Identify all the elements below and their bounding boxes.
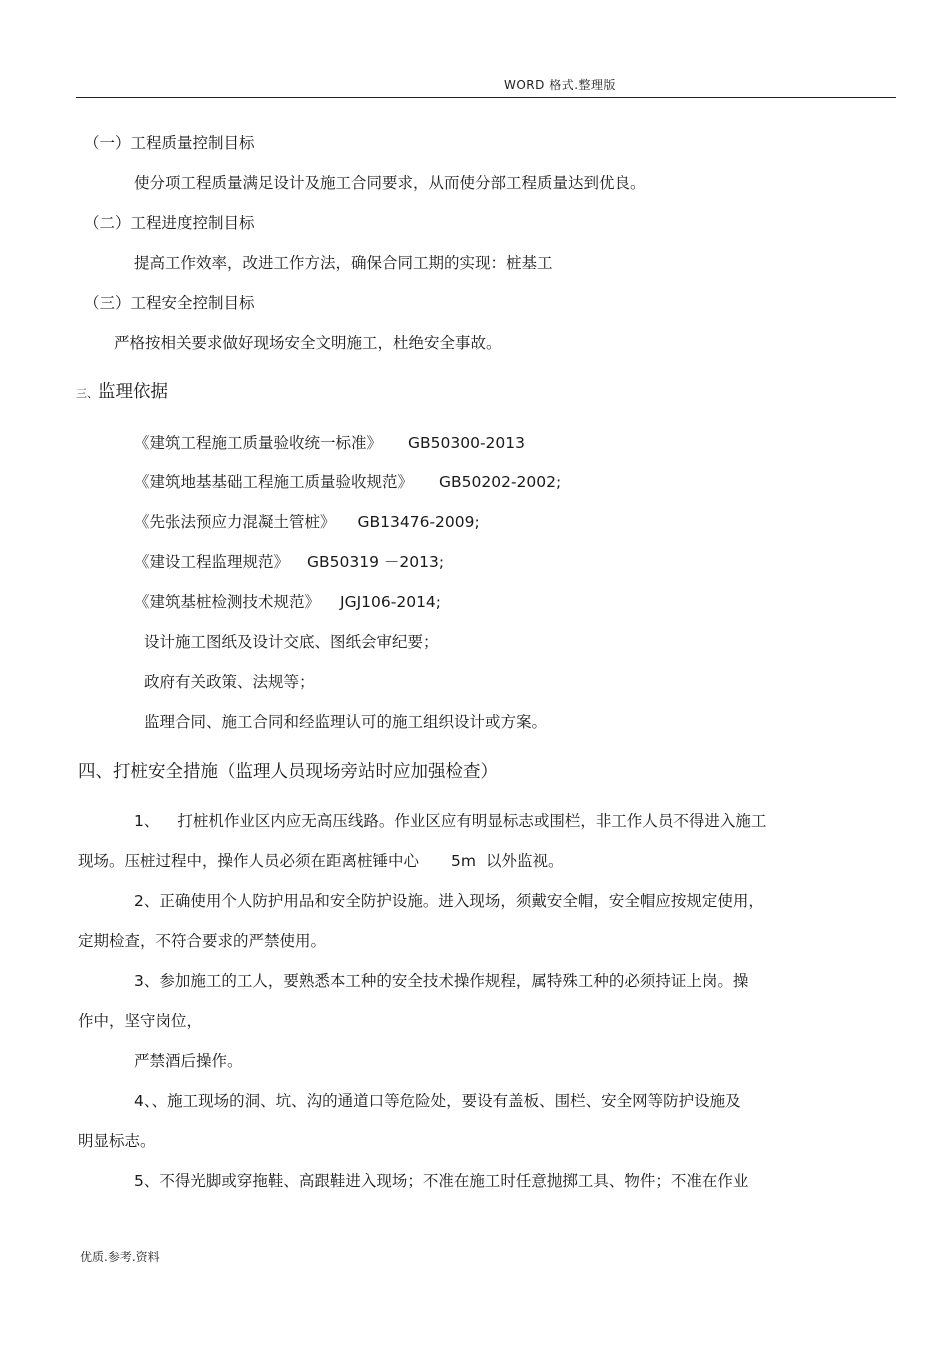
- measure-2-line-1: 2、正确使用个人防护用品和安全防护设施。进入现场，须戴安全帽，安全帽应按规定使用，: [134, 892, 764, 910]
- section-four-title: 四、打桩安全措施（监理人员现场旁站时应加强检查）: [78, 762, 498, 782]
- measure-3-line-2: 作中，坚守岗位，: [78, 1012, 203, 1030]
- standard-item: [134, 470, 561, 492]
- standard-item: [134, 431, 525, 453]
- section-three-heading: [76, 378, 168, 403]
- basis-item: 监理合同、施工合同和经监理认可的施工组织设计或方案。: [144, 713, 548, 731]
- safety-target-title: （三）工程安全控制目标: [84, 294, 255, 312]
- measure-text: 打桩机作业区内应无高压线路。作业区应有明显标志或围栏，非工作人员不得进入施工: [177, 812, 767, 830]
- measure-text: 现场。压桩过程中，操作人员必须在距离桩锤中心: [78, 852, 420, 870]
- standard-code: JGJ106-2014;: [340, 593, 442, 611]
- quality-target-body: 使分项工程质量满足设计及施工合同要求，从而使分部工程质量达到优良。: [134, 174, 646, 192]
- standard-name: 《先张法预应力混凝土管桩》: [134, 513, 336, 531]
- measure-2-line-2: 定期检查，不符合要求的严禁使用。: [78, 932, 327, 950]
- basis-item: 政府有关政策、法规等；: [144, 673, 315, 691]
- safety-target-body: 严格按相关要求做好现场安全文明施工，杜绝安全事故。: [114, 334, 502, 352]
- standard-code: GB50319 －2013;: [307, 553, 445, 571]
- progress-target-title: （二）工程进度控制目标: [84, 214, 255, 232]
- standard-name: 《建筑地基基础工程施工质量验收规范》: [134, 473, 414, 491]
- page-header: WORD 格式.整理版: [504, 78, 617, 92]
- standard-item: [134, 550, 444, 572]
- measure-1-line-2: [78, 849, 564, 871]
- measure-text: 以外监视。: [485, 852, 564, 870]
- measure-5-line-1: 5、不得光脚或穿拖鞋、高跟鞋进入现场；不准在施工时任意抛掷工具、物件；不准在作业: [134, 1172, 749, 1190]
- measure-1-line-1: [134, 809, 766, 831]
- standard-name: 《建设工程监理规范》: [134, 553, 290, 571]
- measure-4-line-1: 4、、施工现场的洞、坑、沟的通道口等危险处，要设有盖板、围栏、安全网等防护设施及: [134, 1092, 741, 1110]
- standard-name: 《建筑工程施工质量验收统一标准》: [134, 434, 383, 452]
- measure-4-line-2: 明显标志。: [78, 1132, 156, 1150]
- page-footer: 优质.参考.资料: [80, 1250, 160, 1264]
- standard-code: GB50300-2013: [408, 434, 526, 452]
- standard-item: [134, 510, 480, 532]
- standard-code: GB50202-2002;: [439, 473, 562, 491]
- standard-item: [134, 590, 441, 612]
- distance-value: 5m: [451, 852, 476, 870]
- progress-target-body: 提高工作效率，改进工作方法，确保合同工期的实现：桩基工: [134, 254, 553, 272]
- header-rule: [76, 97, 896, 98]
- measure-3-line-1: 3、参加施工的工人，要熟悉本工种的安全技术操作规程，属特殊工种的必须持证上岗。操: [134, 972, 749, 990]
- basis-item: 设计施工图纸及设计交底、图纸会审纪要；: [144, 633, 439, 651]
- standard-name: 《建筑基桩检测技术规范》: [134, 593, 321, 611]
- standard-code: GB13476-2009;: [357, 513, 480, 531]
- section-three-title: 监理依据: [98, 382, 168, 402]
- measure-3-line-3: 严禁酒后操作。: [134, 1052, 243, 1070]
- measure-number: 1、: [134, 812, 160, 830]
- quality-target-title: （一）工程质量控制目标: [84, 134, 255, 152]
- section-three-number: 三、: [76, 387, 98, 400]
